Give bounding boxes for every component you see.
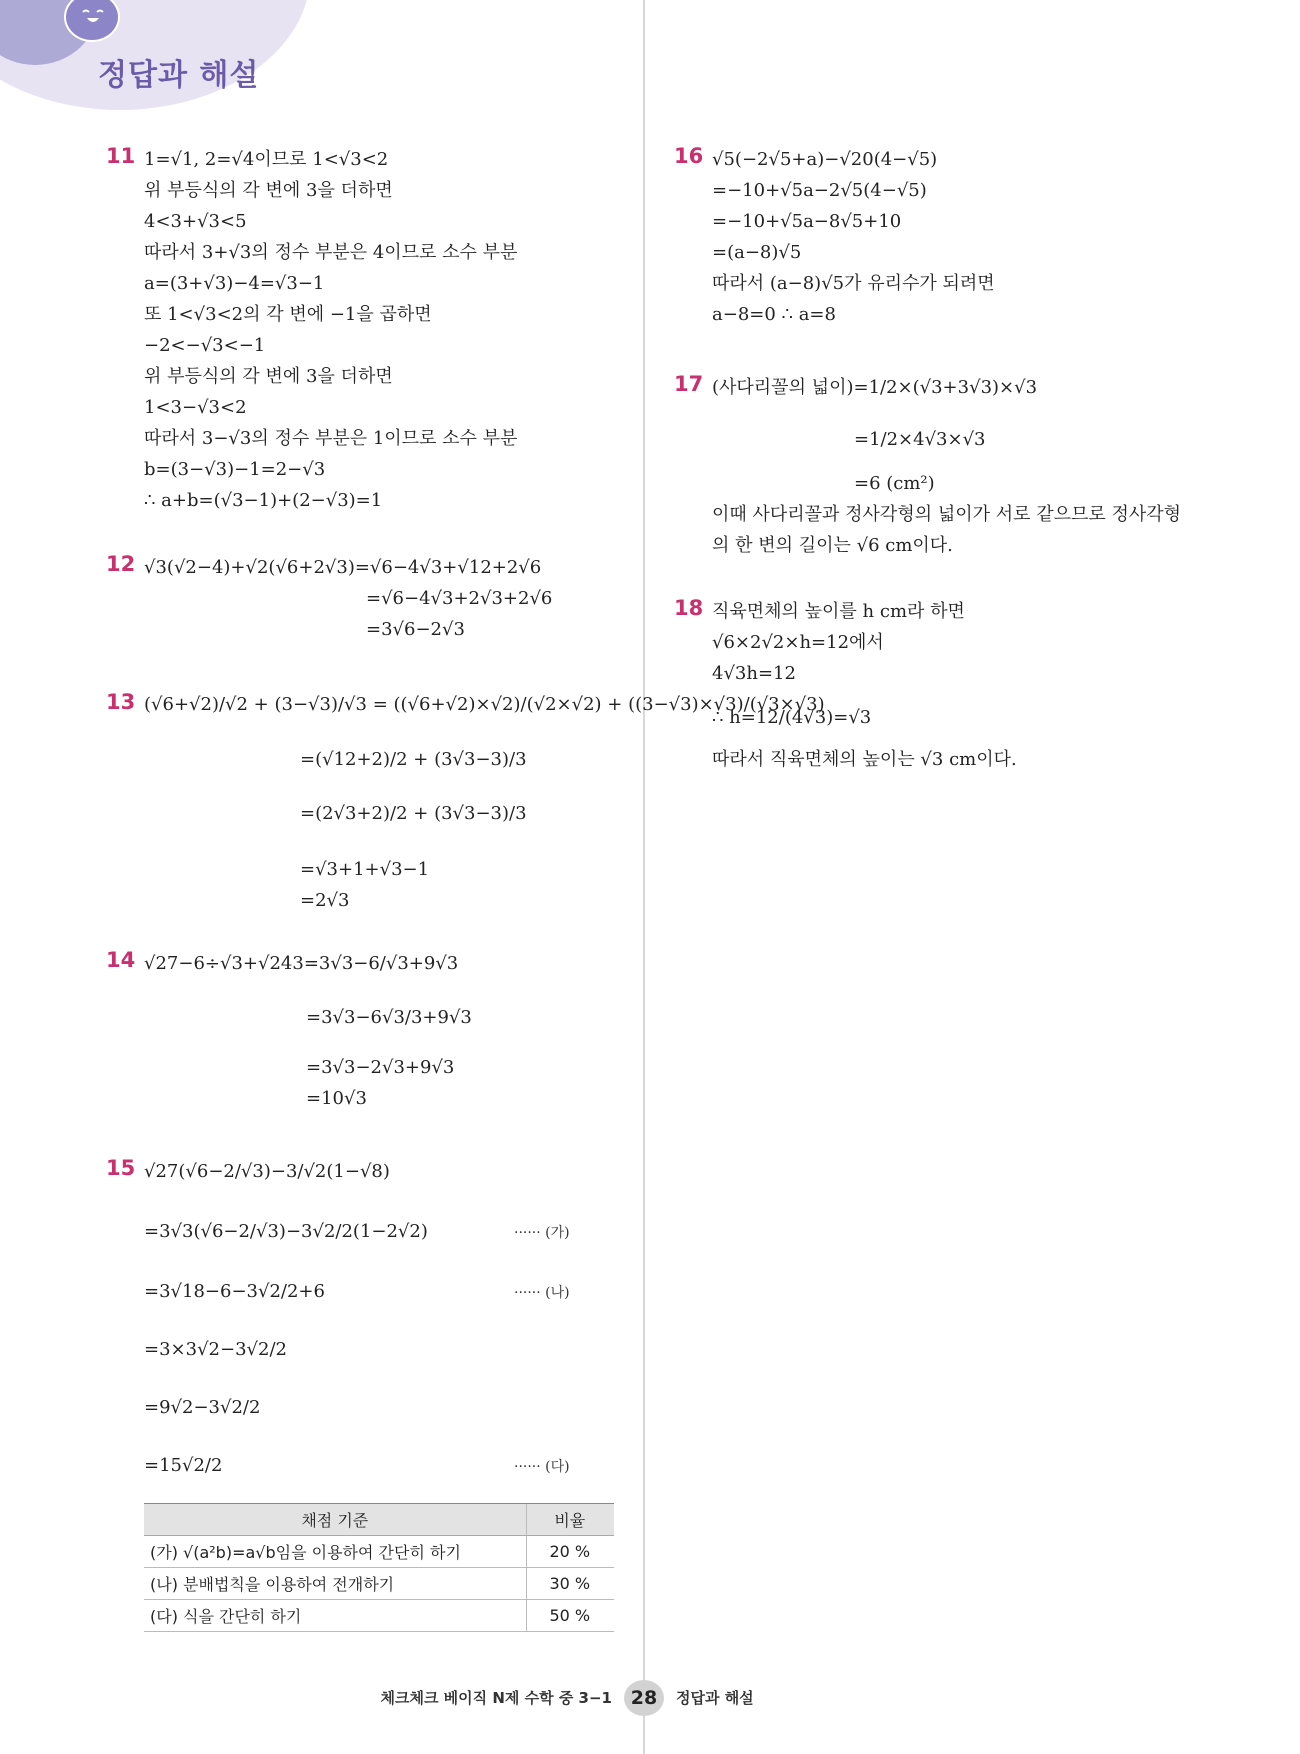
solution-line: =3√18−6−3√2/2+6 <box>144 1281 325 1302</box>
solution-line: =(a−8)√5 <box>712 242 802 263</box>
solution-line: =9√2−3√2/2 <box>144 1397 261 1418</box>
solution-line: 4√3h=12 <box>712 663 796 684</box>
solution-line: =3√3−2√3+9√3 <box>306 1057 455 1078</box>
problem-number: 15 <box>106 1156 136 1180</box>
solution-line: =√6−4√3+2√3+2√6 <box>366 588 553 609</box>
step-marker: ······ (나) <box>514 1285 570 1301</box>
step-marker: ······ (가) <box>514 1225 570 1241</box>
solution-line: (사다리꼴의 넓이)=1/2×(√3+3√3)×√3 <box>712 377 1038 398</box>
solution-line: =10√3 <box>306 1088 367 1109</box>
problem-number: 18 <box>674 596 704 620</box>
table-row <box>144 1600 614 1632</box>
solution-line: 또 1<√3<2의 각 변에 −1을 곱하면 <box>144 304 432 325</box>
solution-line: √6×2√2×h=12에서 <box>712 632 884 653</box>
table-header: 채점 기준 <box>144 1504 526 1536</box>
solution-line: =(√12+2)/2 + (3√3−3)/3 <box>300 749 527 770</box>
problem-number: 17 <box>674 372 704 396</box>
solution-line: =√3+1+√3−1 <box>300 859 430 880</box>
solution-line: b=(3−√3)−1=2−√3 <box>144 459 326 480</box>
solution-line: ∴ a+b=(√3−1)+(2−√3)=1 <box>144 490 383 511</box>
page-number: 28 <box>624 1680 664 1716</box>
ratio-cell: 30 % <box>526 1568 614 1600</box>
solution-line: 직육면체의 높이를 h cm라 하면 <box>712 601 965 622</box>
solution-line: 위 부등식의 각 변에 3을 더하면 <box>144 180 393 201</box>
solution-line: 이때 사다리꼴과 정사각형의 넓이가 서로 같으므로 정사각형 <box>712 504 1182 525</box>
scoring-table <box>144 1503 614 1632</box>
solution-line: =3√6−2√3 <box>366 619 465 640</box>
solution-line: 1=√1, 2=√4이므로 1<√3<2 <box>144 149 389 170</box>
solution-line: ∴ h=12/(4√3)=√3 <box>712 707 872 728</box>
solution-line: =1/2×4√3×√3 <box>854 429 986 450</box>
solution-line: √27−6÷√3+√243=3√3−6/√3+9√3 <box>144 953 459 974</box>
solution-line: =15√2/2 <box>144 1455 223 1476</box>
page-title: 정답과 해설 <box>98 58 260 93</box>
solution-line: =3√3−6√3/3+9√3 <box>306 1007 472 1028</box>
criterion-cell: (다) 식을 간단히 하기 <box>144 1600 526 1632</box>
solution-line: =3×3√2−3√2/2 <box>144 1339 287 1360</box>
solution-line: =−10+√5a−8√5+10 <box>712 211 902 232</box>
step-marker: ······ (다) <box>514 1459 570 1475</box>
solution-line: 4<3+√3<5 <box>144 211 247 232</box>
ratio-cell: 50 % <box>526 1600 614 1632</box>
solution-line: 따라서 3−√3의 정수 부분은 1이므로 소수 부분 <box>144 428 518 449</box>
solution-line: (√6+√2)/√2 + (3−√3)/√3 = ((√6+√2)×√2)/(√2×√2) + ((3−√3)×√3)/(√3×√3) <box>144 694 825 715</box>
criterion-cell: (가) √(a²b)=a√b임을 이용하여 간단히 하기 <box>144 1536 526 1568</box>
solution-line: 따라서 직육면체의 높이는 √3 cm이다. <box>712 749 1017 770</box>
solution-line: 위 부등식의 각 변에 3을 더하면 <box>144 366 393 387</box>
solution-line: −2<−√3<−1 <box>144 335 266 356</box>
problem-number: 13 <box>106 690 136 714</box>
solution-line: a−8=0 ∴ a=8 <box>712 304 836 325</box>
solution-line: =2√3 <box>300 890 350 911</box>
table-row <box>144 1568 614 1600</box>
solution-line: 의 한 변의 길이는 √6 cm이다. <box>712 535 953 556</box>
solution-line: =(2√3+2)/2 + (3√3−3)/3 <box>300 803 527 824</box>
solution-line: √27(√6−2/√3)−3/√2(1−√8) <box>144 1161 390 1182</box>
criterion-cell: (나) 분배법칙을 이용하여 전개하기 <box>144 1568 526 1600</box>
table-row <box>144 1536 614 1568</box>
solution-line: 따라서 (a−8)√5가 유리수가 되려면 <box>712 273 995 294</box>
problem-number: 11 <box>106 144 136 168</box>
solution-line: 따라서 3+√3의 정수 부분은 4이므로 소수 부분 <box>144 242 518 263</box>
solution-line: √5(−2√5+a)−√20(4−√5) <box>712 149 938 170</box>
solution-line: =6 (cm²) <box>854 473 935 494</box>
solution-line: 1<3−√3<2 <box>144 397 247 418</box>
page-footer <box>0 1680 1300 1716</box>
solution-line: √3(√2−4)+√2(√6+2√3)=√6−4√3+√12+2√6 <box>144 557 542 578</box>
footer-section: 정답과 해설 <box>676 1689 754 1707</box>
problem-number: 16 <box>674 144 704 168</box>
problem-number: 12 <box>106 552 136 576</box>
solution-line: a=(3+√3)−4=√3−1 <box>144 273 325 294</box>
solution-line: =−10+√5a−2√5(4−√5) <box>712 180 927 201</box>
ratio-cell: 20 % <box>526 1536 614 1568</box>
footer-book-title: 체크체크 베이직 N제 수학 중 3−1 <box>380 1689 612 1707</box>
table-header: 비율 <box>526 1504 614 1536</box>
solution-line: =3√3(√6−2/√3)−3√2/2(1−2√2) <box>144 1221 428 1242</box>
problem-number: 14 <box>106 948 136 972</box>
